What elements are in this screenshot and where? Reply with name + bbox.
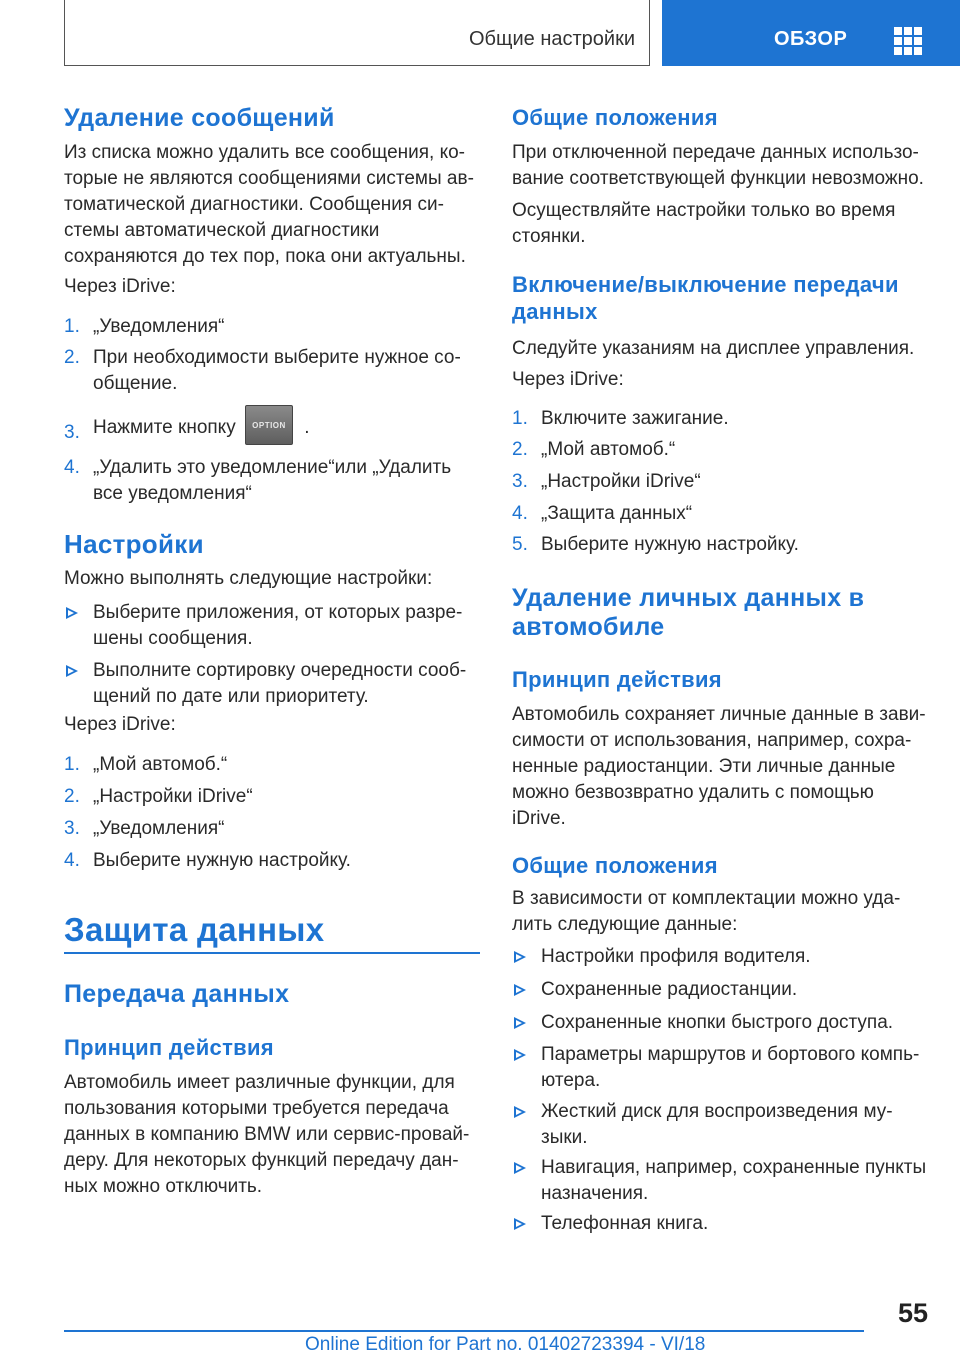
- bullet-triangle-icon: [514, 1218, 526, 1230]
- list-item: Сохраненные радиостанции.: [512, 977, 928, 1003]
- list-item: 2. „Настройки iDrive“: [64, 786, 253, 807]
- list-item: 4. „Защита данных“: [512, 503, 693, 524]
- via-idrive-label: Через iDrive:: [512, 369, 624, 390]
- paragraph-data-transfer: Автомобиль имеет различные функции, для пользования которыми требуется передача данных в компанию BMW или сервис-провай- деру. Для некоторых функций передачу дан- ных можно отключить.: [64, 1072, 470, 1197]
- via-idrive-label: Через iDrive:: [64, 276, 176, 297]
- page-number: 55: [897, 1298, 928, 1328]
- header-nav-overview[interactable]: [662, 0, 960, 66]
- paragraph-delete-intro: В зависимости от комплектации можно уда- лить следующие данные:: [512, 888, 901, 935]
- paragraph-toggle: Следуйте указаниям на дисплее управления.: [512, 338, 915, 359]
- list-item: Параметры маршрутов и бортового компь- ютера.: [512, 1042, 928, 1094]
- list-item: 3. „Настройки iDrive“: [512, 471, 701, 492]
- list-item: 3. „Уведомления“: [64, 818, 225, 839]
- option-button[interactable]: OPTION: [245, 405, 293, 445]
- paragraph-delete-personal: Автомобиль сохраняет личные данные в зави- симости от использования, например, сохра- ненные радиостанции. Эти личные данные можно безвозвратно удалить с помощью iDrive.: [512, 704, 926, 829]
- bullet-triangle-icon: [514, 1017, 526, 1029]
- bullet-triangle-icon: [514, 1049, 526, 1061]
- footer-edition: Online Edition for Part no. 01402723394 - VI/18: [305, 1334, 706, 1355]
- grid-icon[interactable]: [894, 27, 922, 55]
- list-item: Телефонная книга.: [512, 1211, 928, 1237]
- list-item: 5. Выберите нужную настройку.: [512, 534, 799, 555]
- header-section-title: Общие настройки: [469, 28, 635, 50]
- heading-divider: [64, 952, 480, 954]
- paragraph-delete-messages: Из списка можно удалить все сообщения, ко- торые не являются сообщениями системы ав- томатической диагностики. Сообщения си- стемы автоматической диагностики сохраняются до тех пор, пока они актуальны.: [64, 142, 474, 267]
- heading-data-transfer: Передача данных: [64, 980, 290, 1008]
- bullet-triangle-icon: [514, 984, 526, 996]
- header-section-box: [64, 0, 650, 66]
- list-item: Выполните сортировку очередности сооб- щений по дате или приоритету.: [64, 658, 480, 710]
- bullet-triangle-icon: [514, 951, 526, 963]
- heading-general: Общие положения: [512, 105, 718, 130]
- list-item: Сохраненные кнопки быстрого доступа.: [512, 1010, 928, 1036]
- heading-principle: Принцип действия: [512, 667, 722, 692]
- settings-intro: Можно выполнять следующие настройки:: [64, 568, 433, 589]
- bullet-triangle-icon: [66, 607, 78, 619]
- heading-delete-personal-data: Удаление личных данных в автомобиле: [512, 584, 865, 641]
- list-item: 1. „Мой автомоб.“: [64, 754, 228, 775]
- heading-delete-messages: Удаление сообщений: [64, 104, 335, 132]
- list-item: 1. Включите зажигание.: [512, 408, 729, 429]
- heading-settings: Настройки: [64, 529, 204, 559]
- heading-general: Общие положения: [512, 853, 718, 878]
- list-item: Выберите приложения, от которых разре- шены сообщения.: [64, 600, 480, 652]
- list-item: 2. „Мой автомоб.“: [512, 439, 676, 460]
- list-item: Настройки профиля водителя.: [512, 944, 928, 970]
- list-item: 3. Нажмите кнопку OPTION .: [64, 404, 480, 452]
- heading-principle: Принцип действия: [64, 1035, 274, 1060]
- list-item: 4. Выберите нужную настройку.: [64, 850, 351, 871]
- list-item: 1. „Уведомления“: [64, 316, 225, 337]
- list-item: 4. „Удалить это уведомление“или „Удалить все уведомления“: [64, 457, 452, 504]
- heading-data-protection: Защита данных: [64, 911, 325, 948]
- footer-divider: [64, 1330, 864, 1332]
- heading-toggle-transfer: Включение/выключение передачи данных: [512, 272, 899, 324]
- bullet-triangle-icon: [514, 1162, 526, 1174]
- list-item: Навигация, например, сохраненные пункты назначения.: [512, 1155, 928, 1207]
- list-item: 2. При необходимости выберите нужное со- общение.: [64, 347, 461, 394]
- header-nav-label: ОБЗОР: [774, 28, 848, 50]
- paragraph-general-1: При отключенной передаче данных использо- вание соответствующей функции невозможно.: [512, 142, 924, 189]
- paragraph-general-2: Осуществляйте настройки только во время стоянки.: [512, 200, 896, 247]
- bullet-triangle-icon: [514, 1106, 526, 1118]
- via-idrive-label: Через iDrive:: [64, 714, 176, 735]
- bullet-triangle-icon: [66, 665, 78, 677]
- list-item: Жесткий диск для воспроизведения му- зыки.: [512, 1099, 928, 1151]
